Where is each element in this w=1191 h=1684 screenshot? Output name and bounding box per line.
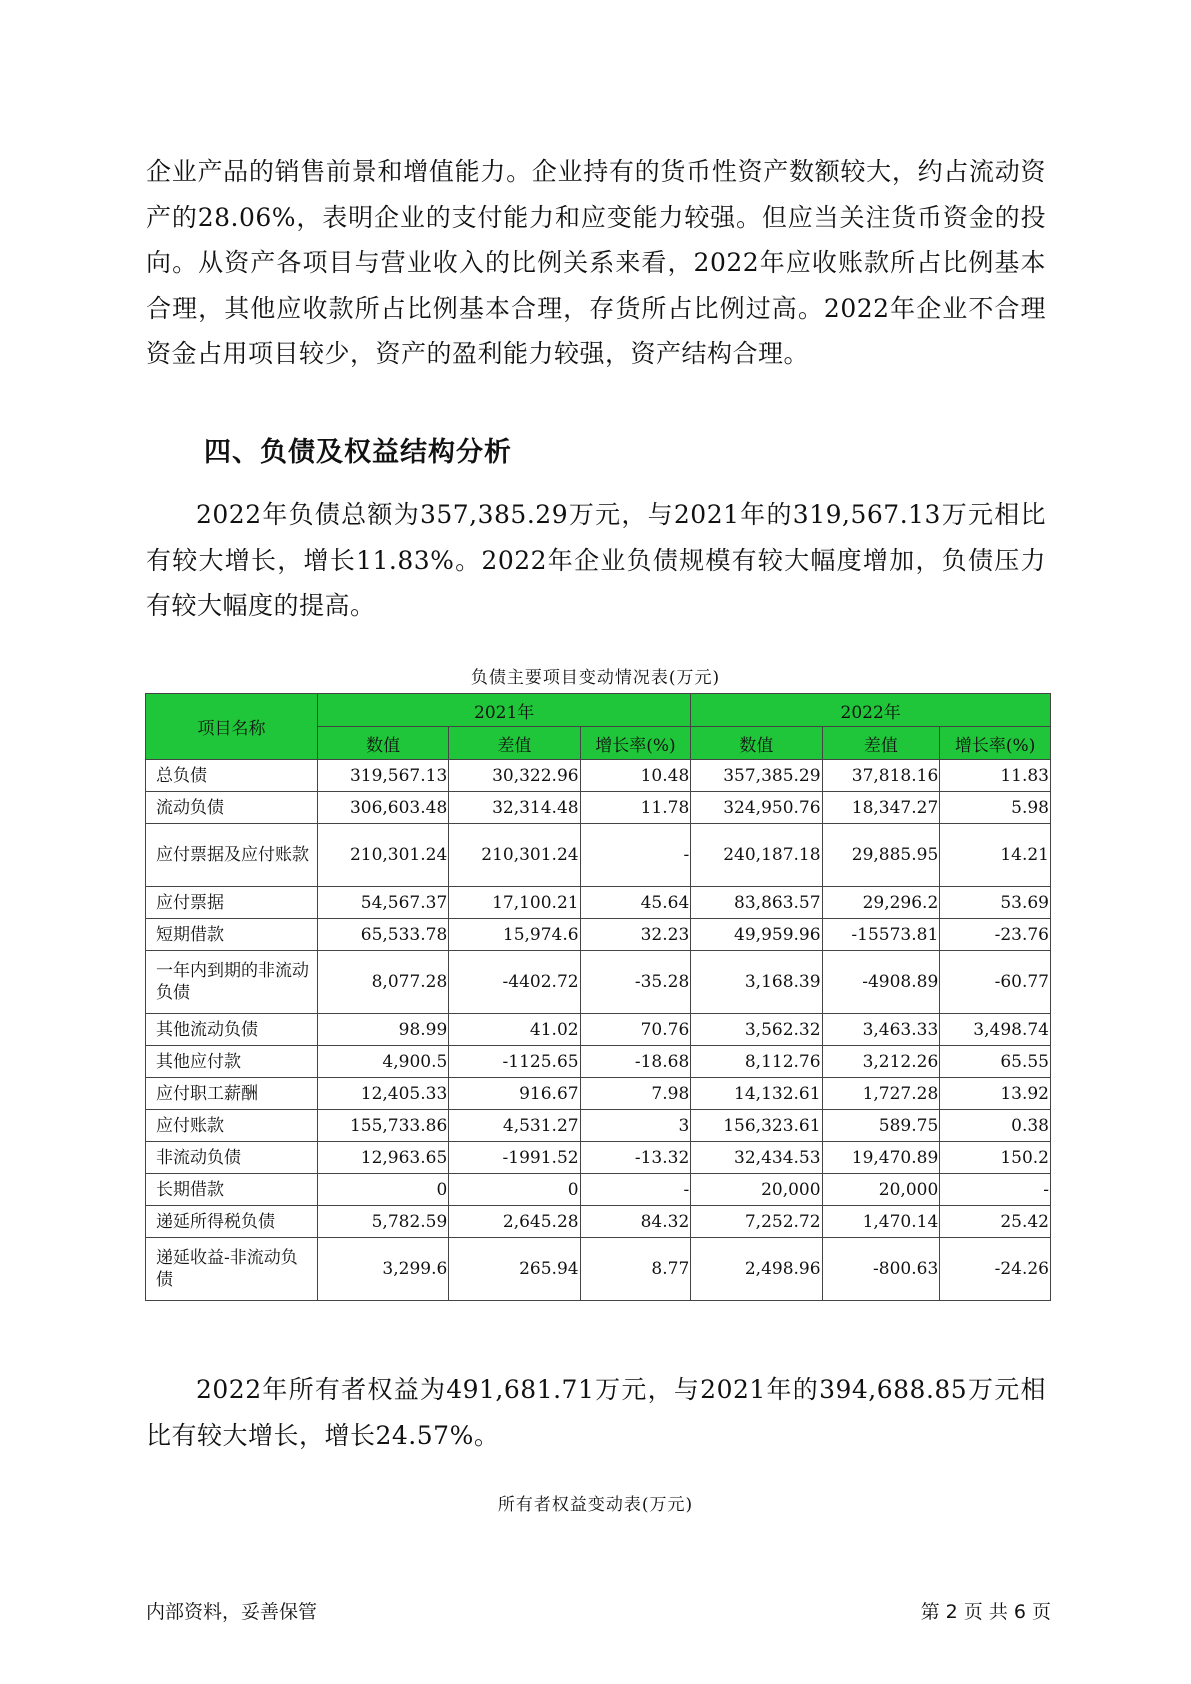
row-value-cell: 65.55 — [940, 1046, 1051, 1078]
subheader-diff: 差值 — [822, 727, 940, 760]
table-row — [146, 760, 1051, 792]
row-value-cell: 17,100.21 — [449, 887, 580, 919]
row-value-cell: 8.77 — [580, 1238, 691, 1301]
row-value-cell: 84.32 — [580, 1206, 691, 1238]
body-paragraph-equity: 2022年所有者权益为491,681.71万元，与2021年的394,688.85万元相比有较大增长，增长24.57%。 — [146, 1375, 1046, 1450]
row-value-cell: - — [940, 1174, 1051, 1206]
row-value-cell: 3,212.26 — [822, 1046, 940, 1078]
row-value-cell: 19,470.89 — [822, 1142, 940, 1174]
table-row — [146, 792, 1051, 824]
row-value-cell: 3,498.74 — [940, 1014, 1051, 1046]
row-value-cell: 32.23 — [580, 919, 691, 951]
row-value-cell: -800.63 — [822, 1238, 940, 1301]
row-value-cell: 306,603.48 — [318, 792, 449, 824]
section-heading: 四、负债及权益结构分析 — [204, 437, 512, 468]
row-value-cell: 20,000 — [691, 1174, 822, 1206]
row-value-cell: 916.67 — [449, 1078, 580, 1110]
row-value-cell: 14.21 — [940, 824, 1051, 887]
row-value-cell: 265.94 — [449, 1238, 580, 1301]
row-value-cell: 155,733.86 — [318, 1110, 449, 1142]
row-value-cell: 0 — [318, 1174, 449, 1206]
row-value-cell: -23.76 — [940, 919, 1051, 951]
row-value-cell: 0 — [449, 1174, 580, 1206]
row-item-name: 其他应付款 — [146, 1046, 318, 1078]
row-value-cell: 37,818.16 — [822, 760, 940, 792]
row-value-cell: 10.48 — [580, 760, 691, 792]
row-value-cell: 4,531.27 — [449, 1110, 580, 1142]
row-item-name: 非流动负债 — [146, 1142, 318, 1174]
row-value-cell: 32,314.48 — [449, 792, 580, 824]
header-year-2022: 2022年 — [691, 694, 1051, 727]
row-value-cell: 29,296.2 — [822, 887, 940, 919]
row-value-cell: 41.02 — [449, 1014, 580, 1046]
row-item-name: 流动负债 — [146, 792, 318, 824]
table-row — [146, 1142, 1051, 1174]
row-value-cell: 13.92 — [940, 1078, 1051, 1110]
row-value-cell: - — [580, 824, 691, 887]
row-value-cell: 32,434.53 — [691, 1142, 822, 1174]
row-item-name: 应付票据 — [146, 887, 318, 919]
row-value-cell: 324,950.76 — [691, 792, 822, 824]
row-value-cell: -35.28 — [580, 951, 691, 1014]
row-value-cell: 98.99 — [318, 1014, 449, 1046]
row-value-cell: 11.78 — [580, 792, 691, 824]
row-value-cell: 5,782.59 — [318, 1206, 449, 1238]
row-value-cell: 1,727.28 — [822, 1078, 940, 1110]
row-value-cell: 3 — [580, 1110, 691, 1142]
row-value-cell: 8,112.76 — [691, 1046, 822, 1078]
row-value-cell: 11.83 — [940, 760, 1051, 792]
table-caption-equity: 所有者权益变动表(万元) — [497, 1495, 694, 1515]
row-value-cell: -4402.72 — [449, 951, 580, 1014]
row-value-cell: 70.76 — [580, 1014, 691, 1046]
subheader-growth: 增长率(%) — [580, 727, 691, 760]
table-row — [146, 919, 1051, 951]
row-value-cell: 3,299.6 — [318, 1238, 449, 1301]
footer-confidential-note: 内部资料，妥善保管 — [146, 1601, 318, 1623]
table-row — [146, 887, 1051, 919]
row-value-cell: 3,463.33 — [822, 1014, 940, 1046]
row-value-cell: 65,533.78 — [318, 919, 449, 951]
row-value-cell: 319,567.13 — [318, 760, 449, 792]
table-row — [146, 1174, 1051, 1206]
row-value-cell: 29,885.95 — [822, 824, 940, 887]
row-value-cell: 45.64 — [580, 887, 691, 919]
row-value-cell: 589.75 — [822, 1110, 940, 1142]
table-row — [146, 951, 1051, 1014]
row-item-name: 递延所得税负债 — [146, 1206, 318, 1238]
row-item-name: 应付账款 — [146, 1110, 318, 1142]
row-value-cell: 210,301.24 — [449, 824, 580, 887]
row-item-name: 短期借款 — [146, 919, 318, 951]
row-value-cell: -24.26 — [940, 1238, 1051, 1301]
table-row — [146, 1206, 1051, 1238]
subheader-growth: 增长率(%) — [940, 727, 1051, 760]
row-value-cell: 2,498.96 — [691, 1238, 822, 1301]
row-value-cell: -13.32 — [580, 1142, 691, 1174]
row-value-cell: -18.68 — [580, 1046, 691, 1078]
row-value-cell: 3,168.39 — [691, 951, 822, 1014]
table-row — [146, 824, 1051, 887]
row-value-cell: 83,863.57 — [691, 887, 822, 919]
row-value-cell: 18,347.27 — [822, 792, 940, 824]
footer-page-number: 第 2 页 共 6 页 — [920, 1601, 1051, 1623]
row-value-cell: 7.98 — [580, 1078, 691, 1110]
row-item-name: 其他流动负债 — [146, 1014, 318, 1046]
liabilities-table — [145, 693, 1051, 1301]
row-value-cell: 7,252.72 — [691, 1206, 822, 1238]
row-value-cell: 54,567.37 — [318, 887, 449, 919]
row-value-cell: 4,900.5 — [318, 1046, 449, 1078]
row-value-cell: 357,385.29 — [691, 760, 822, 792]
row-item-name: 总负债 — [146, 760, 318, 792]
subheader-value: 数值 — [318, 727, 449, 760]
body-paragraph-continued: 企业产品的销售前景和增值能力。企业持有的货币性资产数额较大，约占流动资产的28.06%，表明企业的支付能力和应变能力较强。但应当关注货币资金的投向。从资产各项目与营业收入的比例关系来看，2022年应收账款所占比例基本合理，其他应收款所占比例基本合理，存货所占比例过高。2022年企业不合理资金占用项目较少，资产的盈利能力较强，资产结构合理。 — [146, 157, 1046, 368]
row-value-cell: 3,562.32 — [691, 1014, 822, 1046]
row-value-cell: 14,132.61 — [691, 1078, 822, 1110]
body-paragraph-liabilities: 2022年负债总额为357,385.29万元，与2021年的319,567.13万元相比有较大增长，增长11.83%。2022年企业负债规模有较大幅度增加，负债压力有较大幅度的提高。 — [146, 500, 1046, 620]
table-row — [146, 1078, 1051, 1110]
row-value-cell: -15573.81 — [822, 919, 940, 951]
row-value-cell: - — [580, 1174, 691, 1206]
row-value-cell: -1125.65 — [449, 1046, 580, 1078]
table-row — [146, 1046, 1051, 1078]
header-item-name: 项目名称 — [146, 694, 318, 760]
row-value-cell: 1,470.14 — [822, 1206, 940, 1238]
row-value-cell: 30,322.96 — [449, 760, 580, 792]
row-value-cell: 150.2 — [940, 1142, 1051, 1174]
table-row — [146, 1110, 1051, 1142]
row-value-cell: 8,077.28 — [318, 951, 449, 1014]
row-value-cell: 5.98 — [940, 792, 1051, 824]
table-row — [146, 1014, 1051, 1046]
row-value-cell: 240,187.18 — [691, 824, 822, 887]
row-value-cell: 12,405.33 — [318, 1078, 449, 1110]
row-value-cell: 20,000 — [822, 1174, 940, 1206]
row-item-name: 应付票据及应付账款 — [146, 824, 318, 887]
row-item-name: 长期借款 — [146, 1174, 318, 1206]
row-value-cell: 156,323.61 — [691, 1110, 822, 1142]
row-value-cell: 2,645.28 — [449, 1206, 580, 1238]
row-value-cell: 53.69 — [940, 887, 1051, 919]
row-value-cell: 49,959.96 — [691, 919, 822, 951]
table-row — [146, 1238, 1051, 1301]
liabilities-table-body — [146, 760, 1051, 1301]
subheader-diff: 差值 — [449, 727, 580, 760]
row-item-name: 递延收益-非流动负债 — [146, 1238, 318, 1301]
row-value-cell: 12,963.65 — [318, 1142, 449, 1174]
row-item-name: 一年内到期的非流动负债 — [146, 951, 318, 1014]
row-value-cell: -1991.52 — [449, 1142, 580, 1174]
row-item-name: 应付职工薪酬 — [146, 1078, 318, 1110]
row-value-cell: 25.42 — [940, 1206, 1051, 1238]
row-value-cell: -60.77 — [940, 951, 1051, 1014]
row-value-cell: 210,301.24 — [318, 824, 449, 887]
header-year-2021: 2021年 — [318, 694, 691, 727]
row-value-cell: -4908.89 — [822, 951, 940, 1014]
subheader-value: 数值 — [691, 727, 822, 760]
row-value-cell: 0.38 — [940, 1110, 1051, 1142]
table-caption-liabilities: 负债主要项目变动情况表(万元) — [470, 668, 721, 688]
row-value-cell: 15,974.6 — [449, 919, 580, 951]
